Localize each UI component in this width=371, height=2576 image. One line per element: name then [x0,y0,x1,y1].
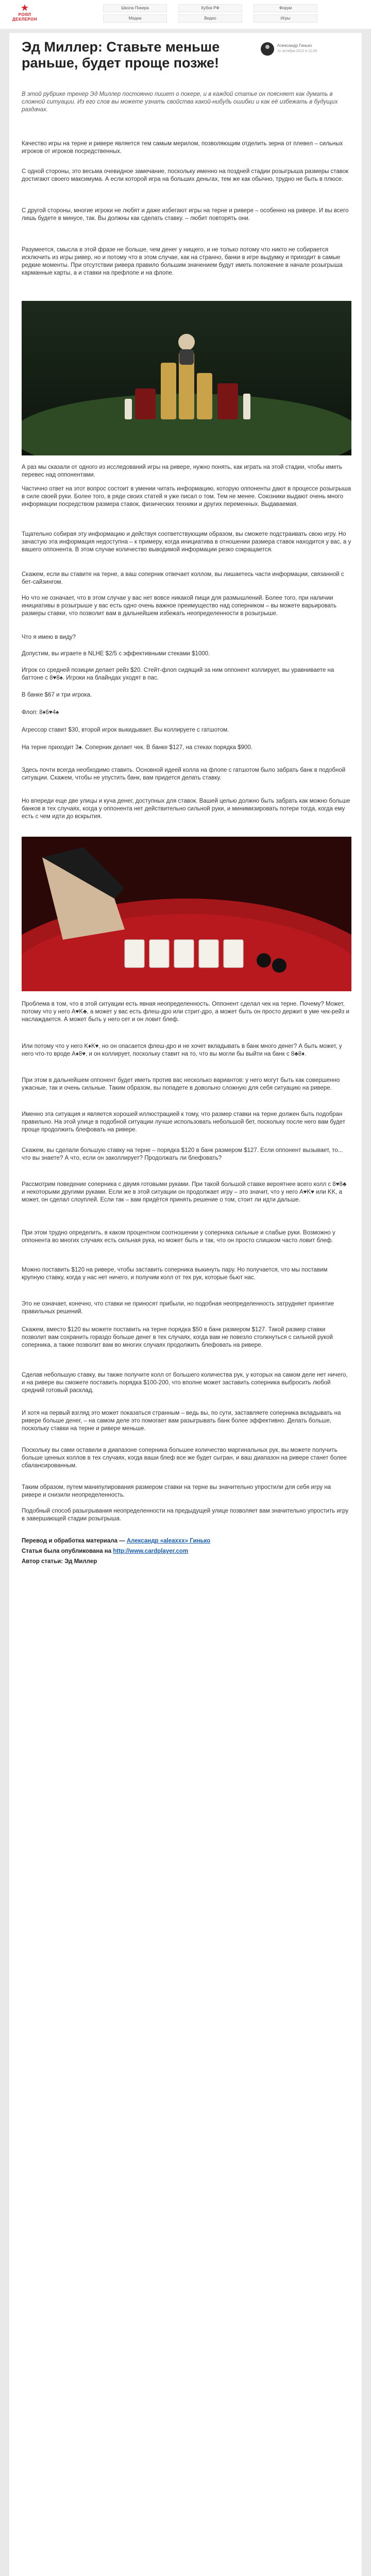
paragraph: Это не означает, конечно, что ставки не приносят прибыли, но подобная неопределенность затрудняет принятие правильных решений. [22,1301,334,1315]
paragraph: Можно поставить $120 на ривере, чтобы заставить соперника выкинуть пару. Но получается, что мы поставим крупную ставку, когда у нас нет ничего, и получим колл от тех рук, которые бьют нас. [22,1267,328,1281]
paragraph: А раз мы сказали от одного из исследований игры на ривере, нужно понять, как играть на этой стадии, чтобы иметь перевес над оппонентами. [22,464,343,478]
site-header [0,0,371,29]
paragraph: Но впереди еще две улицы и куча денег, доступных для ставок. Вашей целью должно быть забрать как можно больше банков в тех случаях, когда у оппонента нет действительно сильной руки, и минимизировать потери тогда, когда ему есть с чем идти до вскрытия. [22,798,350,820]
logo-line1: РОЯЛ [18,12,31,17]
article [9,33,362,2576]
nav-item-video[interactable]: Видео [178,14,242,23]
credits-source-label: Статья была опубликована на [22,1548,112,1554]
intro-paragraph: В этой рубрике тренер Эд Миллер постоянно пишет о покере, и в каждой статье он поясняет как думать в сложной ситуации. Из его слов вы можете узнать свойства какой-нибудь ошибки и как её избежать в будущих раздачах. [22,91,338,113]
nav-item-forum[interactable]: Форум [254,4,317,12]
article-photo-chips [22,301,351,455]
article-title: Эд Миллер: Ставьте меньше раньше, будет проще позже! [22,39,220,71]
paragraph: Частично ответ на этот вопрос состоит в умении читать информацию, которую оппоненты дают в процессе розыгрыша в силе своей руки. Более того, в ряде своих статей я уже писал о том. Тем не менее. Союзники выдают очень много информации посредством размера ставок, физических техники и других переменных. Выдаваемая. [22,486,351,507]
paragraph: Игрок со средней позиции делает рейз $20. Стейт-флоп сидящий за ним оппонент коллирует, вы уравниваете на баттоне с 8♥8♠. Игроки на блайндах уходят в пас. [22,667,334,681]
source-link[interactable]: http://www.cardplayer.com [113,1548,189,1554]
logo-line2: ДЕКЛЕРОН [12,17,38,22]
credits-source [22,1548,351,1555]
paragraph: Но что не означает, что в этом случае у вас нет вовсе никакой пищи для размышлений. Более того, при наличии инициативы в розыгрыше у вас есть одно очень важное преимущество над соперником – вы можете варьировать размеры ставки, что позволит вам в дальнейшем избежать неопределенности в розыгрыше. [22,595,336,617]
paragraph: Флоп: 8♦6♥4♠ [22,709,59,716]
paragraph: Рассмотрим поведение соперника с двумя готовыми руками. При такой большой ставке вероятнее всего колл с 8♥8♣ и некоторыми другими руками. Если же в этой ситуации он продолжает игру – это значит, что у него A♥K♥ или KK, а может, он сделал слоуплей. Если так – вам придётся принять решение о том, стоит ли идти дальше. [22,1181,347,1203]
article-photo-table [22,837,351,991]
paragraph: Качество игры на терне и ривере является тем самым мерилом, позволяющим отделить зерна от плевел – сильных игроков от игроков посредственных. [22,141,343,155]
paragraph: Здесь почти всегда необходимо ставить. Основной идеей колла на флопе с гатшотом было забрать банк в подобной ситуации. Скажем, чтобы не упустить банк, вам придется делать ставку. [22,767,346,781]
paragraph: Или потому что у него K♦K♥, но он опасается флеш-дро и не хочет вкладывать в банк много денег? А быть может, у него что-то вроде A♦8♥, и он коллирует, поскольку ставит на то, что вы могли бы выйти на банк с 8♣8♦. [22,1043,342,1057]
credits-author [22,1558,351,1566]
paragraph: С другой стороны, многие игроки не любят и даже избегают игры на терне и ривере – особенно на ривере. И вы всего лишь будете в минусе, так. Вы должны как сделать ставку. – любит повторять они. [22,208,349,222]
paragraph: И хотя на первый взгляд это может показаться странным – ведь вы, по сути, заставляете соперника вкладывать на ривере больше денег, – на самом деле это помогает вам разыгрывать банк более эффективно. Делать больше, поскольку ставки на терне и ривере меньше. [22,1410,341,1432]
paragraph: Агрессор ставит $30, второй игрок выкидывает. Вы коллируете с гатшотом. [22,727,229,733]
paragraph: Разумеется, смысла в этой фразе не больше, чем денег у нищего, и не только потому что никто не собирается исключить из игры ривер, но и потому что в этом случае, как на странно, банки в игре выдумку и приходит в самые редкие моменты. При отсутствии ривера правило большим значением будут иметь положение в начале розыгрыша карманные карты, а и ставки на префлопе и на флопе. [22,247,343,276]
publish-date: 11 октября 2012 в 12:05 [277,49,317,53]
paragraph: Допустим, вы играете в NLHE $2/5 с эффективными стеками $1000. [22,651,210,657]
nav-item-games[interactable]: Игры [254,14,317,23]
nav-item-cup[interactable]: Кубок РФ [178,4,242,12]
paragraph: В банке $67 и три игрока. [22,692,92,698]
star-icon: ★ [20,3,29,13]
paragraph: На терне приходит 3♠. Соперник делает чек. В банке $127, на стеках порядка $900. [22,744,252,751]
paragraph: При этом трудно определить, в каком процентном соотношении у соперника сильные и слабые руки. Возможно у оппонента во многих случаях есть сильная рука, но может быть и так, что он просто слишком часто ловит блеф. [22,1230,335,1244]
paragraph: Скажем, вместо $120 вы можете поставить на терне порядка $50 в банк размером $127. Такой размер ставки позволит вам сохранить гораздо больше денег в тех случаях, когда вам не повезло столкнуться с сильной рукой соперника, а также позволит вам во многих случаях продолжить блефовать на ривере. [22,1327,333,1348]
paragraph: При этом в дальнейшем оппонент будет иметь против вас несколько вариантов: у него могут быть как совершенно ужасные, так и очень сильные. Таким образом, вы попадете в довольно сложную для себя ситуацию на ривере. [22,1077,340,1091]
credits-author-name: Эд Миллер [64,1558,97,1565]
site-logo[interactable] [9,3,40,27]
translator-link[interactable]: Александр «aleaxxx» Гинько [126,1538,211,1544]
paragraph: Сделав небольшую ставку, вы также получите колл от большего количества рук, у которых на самом деле нет ничего, и на ривере вы сможете поставить порядка $100-200, что вполне может заставить соперника выбросить любой средний готовый расклад. [22,1372,348,1394]
credits-author-label: Автор статьи: [22,1558,63,1565]
paragraph: Подобный способ разыгрывания неопределенности на предыдущей улице позволяет вам значительно упростить игру в завершающей стадии розыгрыша. [22,1508,349,1522]
credits-translation: Перевод и обработка материала — Александр «aleaxxx» Гинько [22,1538,211,1544]
nav-item-school[interactable]: Школа Покера [103,4,167,12]
paragraph: Тщательно собирая эту информацию и действуя соответствующим образом, вы сможете подстраивать свою игру. Но зачастую эта информация недоступна – к примеру, когда инициатива в отношении размера ставок находится у вас, а у вашего оппонента. В этом случае количество выводимой информации резко сокращается. [22,531,351,553]
paragraph: Что я имею в виду? [22,634,76,640]
paragraph: Скажем, если вы ставите на терне, а ваш соперник отвечает коллом, вы лишаетесь части информации, связанной с бет-сайзингом. [22,571,344,585]
author-name[interactable]: Александр Гинько [277,43,312,48]
paragraph: С одной стороны, это весьма очевидное замечание, поскольку именно на поздней стадии розыгрыша размеры ставок достигают своего максимума. А если которой игра на больших деньгах, тем же как обычно, трудно не быть в плюсе. [22,168,349,182]
avatar[interactable] [261,42,274,56]
nav-item-media[interactable]: Медиа [103,14,167,23]
paragraph: Скажем, вы сделали большую ставку на терне – порядка $120 в банк размером $127. Если оппонент вызывает, то... что вы знаете? А что, если он заколлирует? Продолжать ли блефовать? [22,1147,343,1161]
credits-translation-label: Перевод и обработка материала [22,1538,117,1544]
paragraph: Поскольку вы сами оставили в диапазоне соперника большее количество маргинальных рук, вы можете получить больше ценных коллов в тех случаях, когда ваши блеф все же будет сыгран, и ваш диапазон на ривере станет более сбалансированным. [22,1447,347,1469]
author-box [261,42,359,58]
paragraph: Таким образом, путем манипулирования размером ставки на терне вы значительно упростили для себя игру на ривере и снизили неопределенность. [22,1484,331,1498]
paragraph: Именно эта ситуация и является хорошей иллюстрацией к тому, что размер ставки на терне должен быть подобран правильно. На этой улице в подобной ситуации лучше использовать небольшой бет, поскольку после него вам будет проще продолжить блефовать на ривере. [22,1111,346,1133]
paragraph: Проблема в том, что в этой ситуации есть явная неопределенность. Оппонент сделал чек на терне. Почему? Может, потому что у него A♥K♣, а может у вас есть флеш-дро или стрит-дро, а может быть он просто держит в уме чек-рейз и наслаждается. А может быть у него сет и он ловит блеф. [22,1001,349,1023]
